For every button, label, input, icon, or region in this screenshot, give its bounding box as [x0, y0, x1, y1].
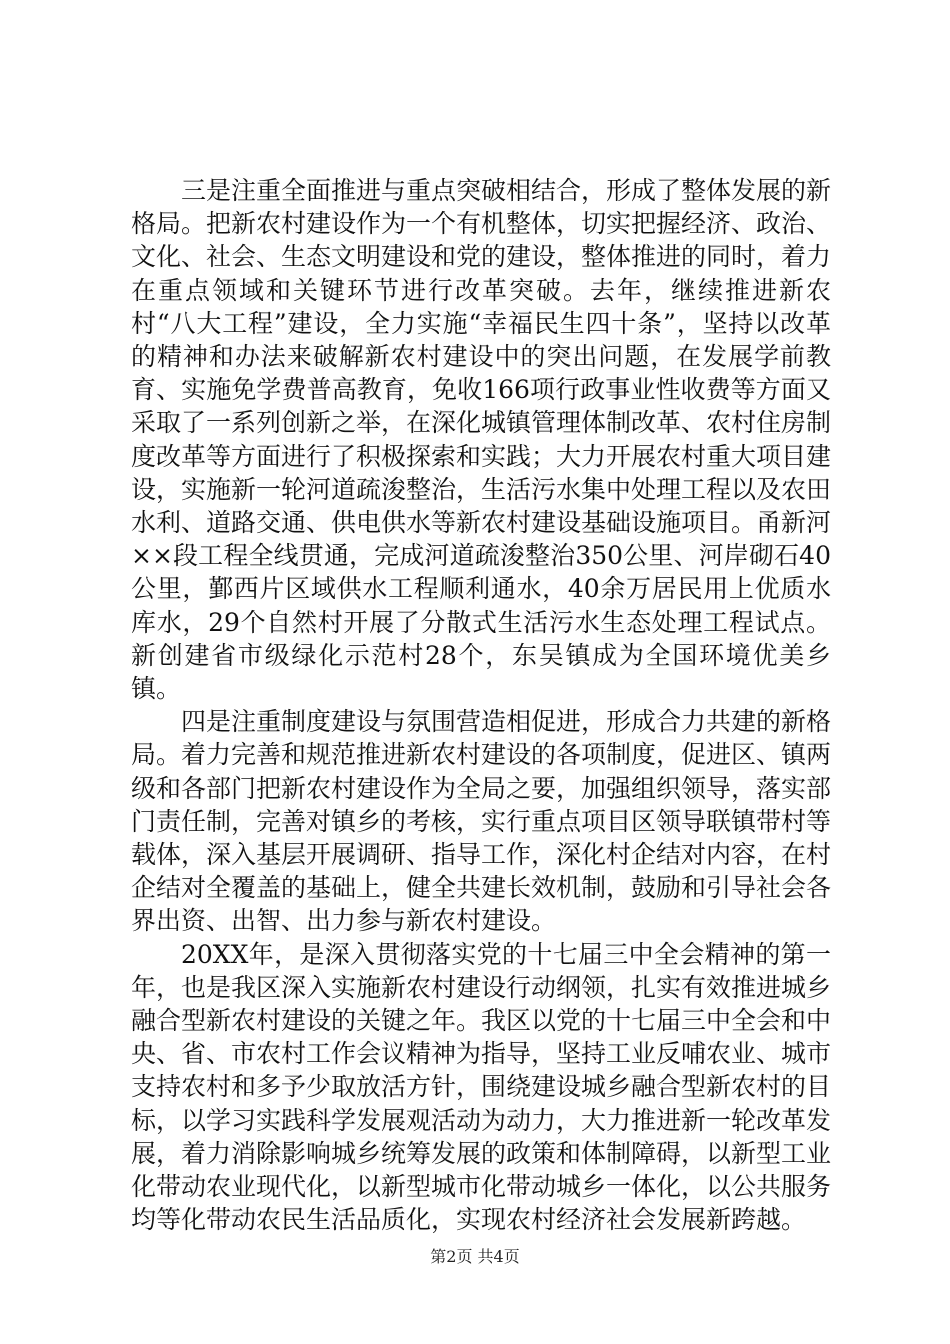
paragraph-3: 20XX年，是深入贯彻落实党的十七届三中全会精神的第一年，也是我区深入实施新农村建设行动纲领，扎实有效推进城乡融合型新农村建设的关键之年。我区以党的十七届三中全会和中央、省、市农村工作会议精神为指导，坚持工业反哺农业、城市支持农村和多予少取放活方针，围绕建设城乡融合型新农村的目标，以学习实践科学发展观活动为动力，大力推进新一轮改革发展，着力消除影响城乡统筹发展的政策和体制障碍，以新型工业化带动农业现代化，以新型城市化带动城乡一体化，以公共服务均等化带动农民生活品质化，实现农村经济社会发展新跨越。	[131, 939, 832, 1235]
paragraph-1: 三是注重全面推进与重点突破相结合，形成了整体发展的新格局。把新农村建设作为一个有机整体，切实把握经济、政治、文化、社会、生态文明建设和党的建设，整体推进的同时，着力在重点领域和关键环节进行改革突破。去年，继续推进新农村“八大工程”建设，全力实施“幸福民生四十条”，坚持以改革的精神和办法来破解新农村建设中的突出问题，在发展学前教育、实施免学费普高教育，免收166项行政事业性收费等方面又采取了一系列创新之举，在深化城镇管理体制改革、农村住房制度改革等方面进行了积极探索和实践；大力开展农村重大项目建设，实施新一轮河道疏浚整治，生活污水集中处理工程以及农田水利、道路交通、供电供水等新农村建设基础设施项目。甬新河××段工程全线贯通，完成河道疏浚整治350公里、河岸砌石40公里，鄞西片区域供水工程顺利通水，40余万居民用上优质水库水，29个自然村开展了分散式生活污水生态处理工程试点。新创建省市级绿化示范村28个，东吴镇成为全国环境优美乡镇。	[131, 176, 832, 704]
page-number-footer: 第2页 共4页	[430, 1247, 520, 1266]
document-body	[131, 174, 831, 1237]
paragraph-2: 四是注重制度建设与氛围营造相促进，形成合力共建的新格局。着力完善和规范推进新农村建设的各项制度，促进区、镇两级和各部门把新农村建设作为全局之要，加强组织领导，落实部门责任制，完善对镇乡的考核，实行重点项目区领导联镇带村等载体，深入基层开展调研、指导工作，深化村企结对内容，在村企结对全覆盖的基础上，健全共建长效机制，鼓励和引导社会各界出资、出智、出力参与新农村建设。	[131, 707, 832, 936]
